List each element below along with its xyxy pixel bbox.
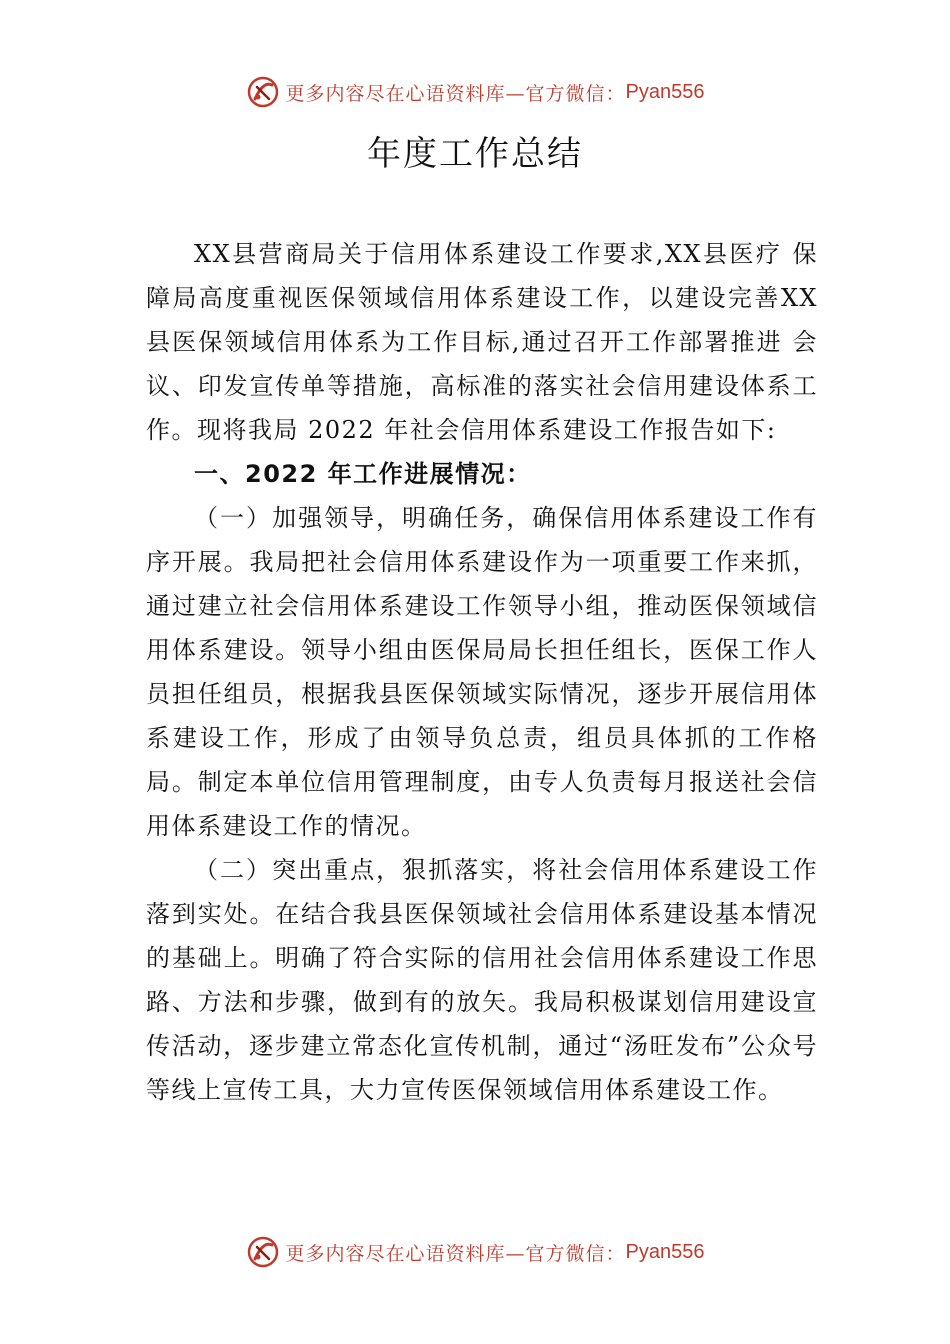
- brand-logo-icon: [246, 75, 280, 109]
- wechat-id: Pyan556: [625, 1240, 705, 1263]
- paragraph-1: （一）加强领导，明确任务，确保信用体系建设工作有序开展。我局把社会信用体系建设作为一项重要工作来抓， 通过建立社会信用体系建设工作领导小组，推动医保领域信用体系建设。领导小组由医保局局长担任组长，医保工作人员担任组员，根据我县医保领域实际情况，逐步开展信用体系建设工作，形成了由领导负总责，组员具体抓的工作格局。制定本单位信用管理制度，由专人负责每月报送社会信用体系建设工作的情况。: [146, 504, 818, 840]
- paragraph-2: （二）突出重点，狠抓落实，将社会信用体系建设工作落到实处。在结合我县医保领域社会信用体系建设基本情况的基础上。明确了符合实际的信用社会信用体系建设工作思路、方法和步骤，做到有的放矢。我局积极谋划信用建设宣传活动，逐步建立常态化宣传机制，通过“汤旺发布”公众号等线上宣传工具，大力宣传医保领域信用体系建设工作。: [146, 856, 818, 1104]
- document-title: 年度工作总结: [367, 134, 583, 174]
- brand-logo-icon: [246, 1235, 280, 1269]
- section-heading: 一、2022 年工作进展情况：: [194, 460, 532, 488]
- wechat-id: Pyan556: [625, 80, 705, 103]
- banner-text: 更多内容尽在心语资料库—官方微信：: [285, 82, 626, 105]
- banner-text: 更多内容尽在心语资料库—官方微信：: [285, 1242, 626, 1265]
- intro-paragraph: XX县营商局关于信用体系建设工作要求,XX县医疗 保障局高度重视医保领域信用体系建设工作，以建设完善XX县医保领域信用体系为工作目标,通过召开工作部署推进 会议、印发宣传单等措施，高标准的落实社会信用建设体系工作。现将我局 2022 年社会信用体系建设工作报告如下:: [146, 240, 818, 444]
- document-body: [146, 232, 818, 1112]
- header-banner: [0, 72, 950, 112]
- footer-banner: [0, 1232, 950, 1272]
